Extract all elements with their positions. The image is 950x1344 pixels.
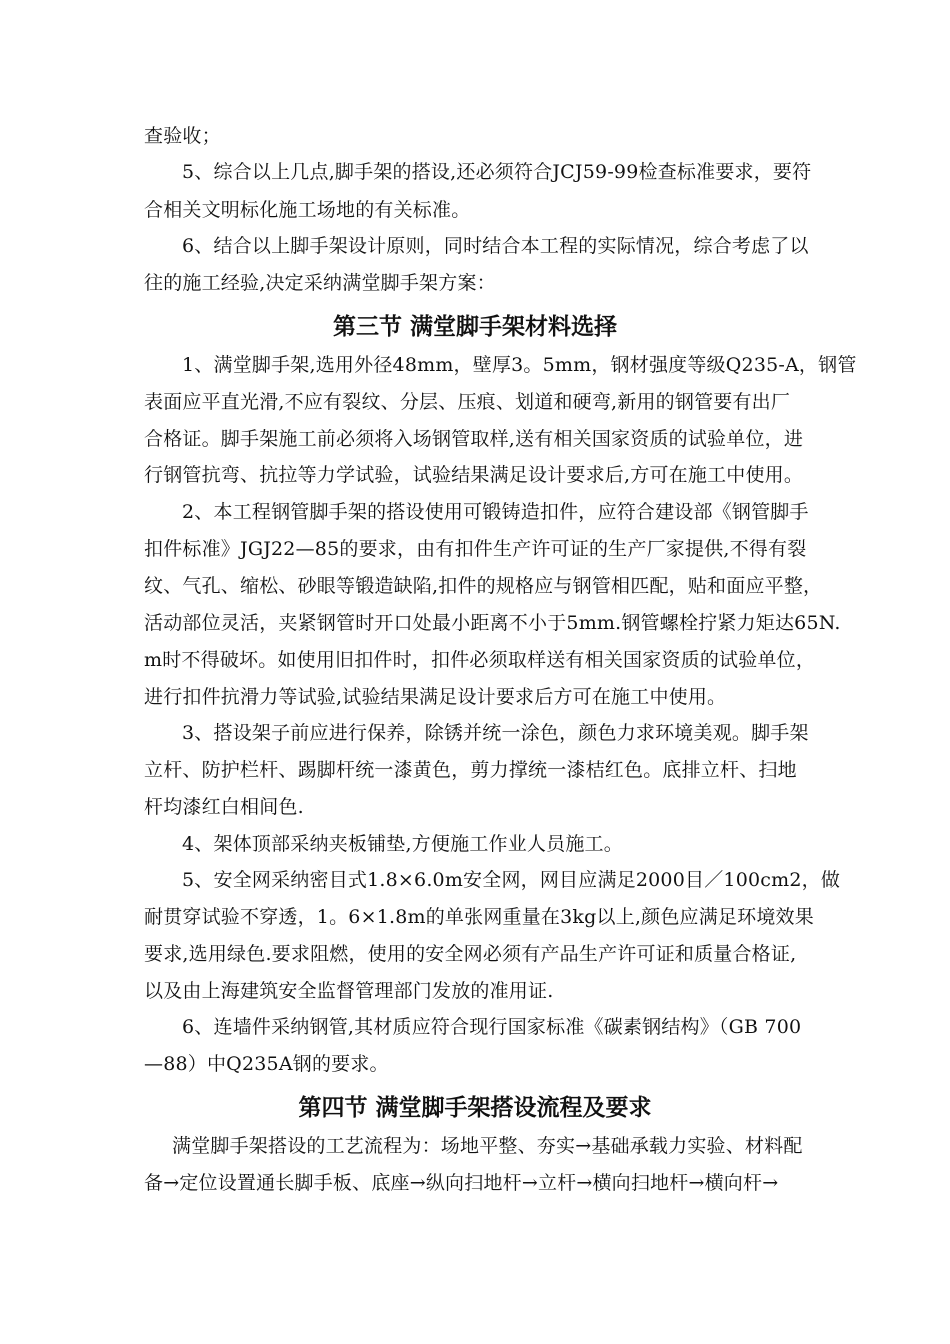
paragraph-line: 6、连墙件采纳钢管,其材质应符合现行国家标准《碳素钢结构》（GB 700 [182, 1016, 802, 1038]
paragraph-line: 扣件标准》JGJ22—85的要求，由有扣件生产许可证的生产厂家提供,不得有裂 [144, 538, 807, 560]
paragraph-line: 以及由上海建筑安全监督管理部门发放的准用证. [144, 980, 554, 1002]
paragraph-line: 5、综合以上几点,脚手架的搭设,还必须符合JCJ59-99检查标准要求，要符 [182, 161, 812, 183]
paragraph-line: 耐贯穿试验不穿透，1。6×1.8m的单张网重量在3kg以上,颜色应满足环境效果 [144, 906, 814, 928]
section-heading: 第三节 满堂脚手架材料选择 [332, 314, 617, 340]
paragraph-line: 表面应平直光滑,不应有裂纹、分层、压痕、划道和硬弯,新用的钢管要有出厂 [144, 391, 791, 413]
paragraph-line: 立杆、防护栏杆、踢脚杆统一漆黄色，剪力撑统一漆桔红色。底排立杆、扫地 [144, 759, 797, 781]
paragraph-line: 要求,选用绿色.要求阻燃，使用的安全网必须有产品生产许可证和质量合格证, [144, 943, 797, 965]
paragraph-line: 3、搭设架子前应进行保养，除锈并统一涂色，颜色力求环境美观。脚手架 [182, 722, 809, 744]
paragraph-line: 6、结合以上脚手架设计原则，同时结合本工程的实际情况，综合考虑了以 [182, 235, 809, 257]
paragraph-line: 满堂脚手架搭设的工艺流程为：场地平整、夯实→基础承载力实验、材料配 [172, 1135, 803, 1157]
paragraph-line: 4、架体顶部采纳夹板铺垫,方便施工作业人员施工。 [182, 833, 623, 855]
section-heading: 第四节 满堂脚手架搭设流程及要求 [298, 1095, 652, 1121]
paragraph-line: 备→定位设置通长脚手板、底座→纵向扫地杆→立杆→横向扫地杆→横向杆→ [144, 1172, 779, 1194]
paragraph-line: 进行扣件抗滑力等试验,试验结果满足设计要求后方可在施工中使用。 [144, 686, 727, 708]
paragraph-line: 合相关文明标化施工场地的有关标准。 [144, 199, 471, 221]
paragraph-line: 查验收； [144, 125, 221, 147]
paragraph-line: 1、满堂脚手架,选用外径48mm，壁厚3。5mm，钢材强度等级Q235-A，钢管 [182, 354, 857, 376]
paragraph-line: —88）中Q235A钢的要求。 [144, 1053, 389, 1075]
paragraph-line: 杆均漆红白相间色. [144, 796, 304, 818]
paragraph-line: m时不得破坏。如使用旧扣件时，扣件必须取样送有相关国家资质的试验单位， [144, 649, 816, 671]
paragraph-line: 活动部位灵活，夹紧钢管时开口处最小距离不小于5mm.钢管螺栓拧紧力矩达65N. [144, 612, 841, 634]
paragraph-line: 合格证。脚手架施工前必须将入场钢管取样,送有相关国家资质的试验单位，进 [144, 428, 804, 450]
paragraph-line: 2、本工程钢管脚手架的搭设使用可锻铸造扣件，应符合建设部《钢管脚手 [182, 501, 809, 523]
paragraph-line: 5、安全网采纳密目式1.8×6.0m安全网，网目应满足2000目／100cm2，做 [182, 869, 841, 891]
paragraph-line: 行钢管抗弯、抗拉等力学试验，试验结果满足设计要求后,方可在施工中使用。 [144, 464, 804, 486]
paragraph-line: 往的施工经验,决定采纳满堂脚手架方案： [144, 272, 496, 294]
paragraph-line: 纹、气孔、缩松、砂眼等锻造缺陷,扣件的规格应与钢管相匹配，贴和面应平整， [144, 575, 823, 597]
